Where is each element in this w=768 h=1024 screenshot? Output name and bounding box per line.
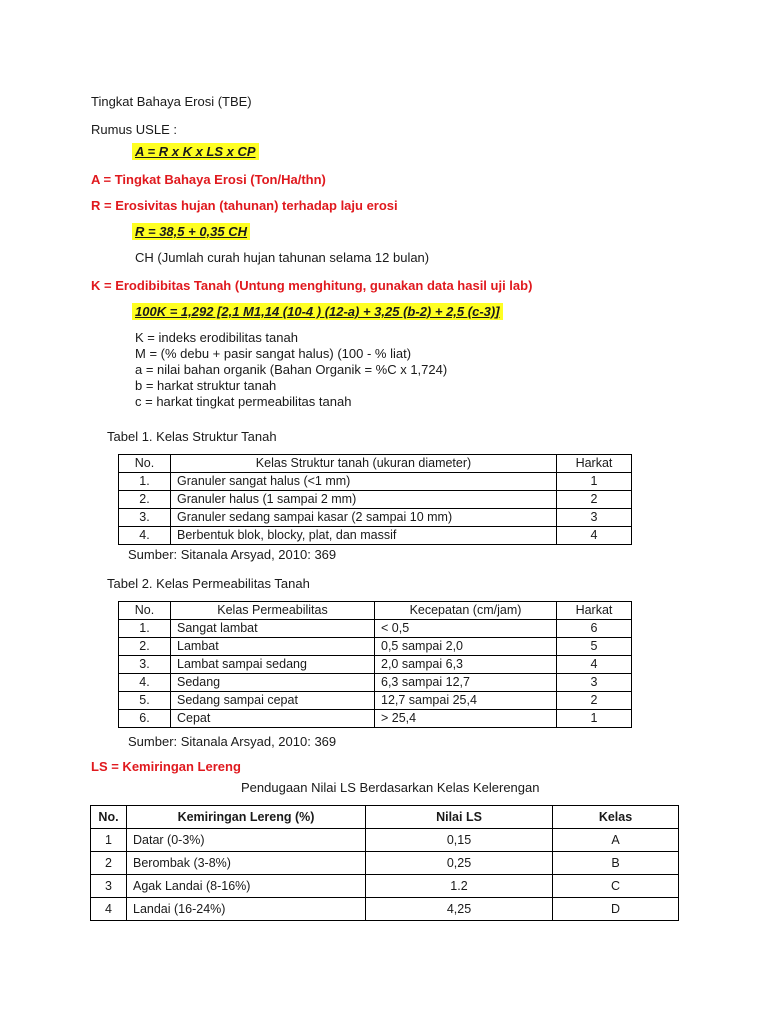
table-cell: 3. xyxy=(119,656,171,674)
table-cell: 0,5 sampai 2,0 xyxy=(375,638,557,656)
table-header-row xyxy=(119,602,632,620)
definition-ls: LS = Kemiringan Lereng xyxy=(91,759,241,774)
table-row xyxy=(119,710,632,728)
k-variable-item: K = indeks erodibilitas tanah xyxy=(135,330,298,345)
table-cell: 4 xyxy=(557,656,632,674)
table-cell: 3. xyxy=(119,509,171,527)
table-row xyxy=(119,692,632,710)
table-cell: Lambat xyxy=(171,638,375,656)
header-cell: No. xyxy=(91,806,127,829)
table-cell: Berombak (3-8%) xyxy=(127,852,366,875)
table-cell: 2. xyxy=(119,491,171,509)
header-cell: Harkat xyxy=(557,602,632,620)
table-cell: 3 xyxy=(557,509,632,527)
table-cell: Sedang sampai cepat xyxy=(171,692,375,710)
table-cell: 1. xyxy=(119,620,171,638)
table-cell: 2 xyxy=(557,491,632,509)
rumus-label: Rumus USLE : xyxy=(91,122,177,137)
table1-caption: Tabel 1. Kelas Struktur Tanah xyxy=(107,429,277,444)
table-cell: 0,15 xyxy=(366,829,553,852)
header-cell: Kelas Permeabilitas xyxy=(171,602,375,620)
header-cell: Kelas Struktur tanah (ukuran diameter) xyxy=(171,455,557,473)
table-cell: < 0,5 xyxy=(375,620,557,638)
k-variable-item: c = harkat tingkat permeabilitas tanah xyxy=(135,394,352,409)
table-cell: 3 xyxy=(557,674,632,692)
table-cell: 6 xyxy=(557,620,632,638)
table-header-row xyxy=(119,455,632,473)
table-cell: Lambat sampai sedang xyxy=(171,656,375,674)
table-row xyxy=(91,898,679,921)
r-formula: R = 38,5 + 0,35 CH xyxy=(132,223,250,240)
table-row xyxy=(119,509,632,527)
table-cell: 2 xyxy=(557,692,632,710)
table-cell: 1 xyxy=(557,473,632,491)
k-variable-item: M = (% debu + pasir sangat halus) (100 - % liat) xyxy=(135,346,412,361)
table1-source: Sumber: Sitanala Arsyad, 2010: 369 xyxy=(128,547,337,562)
table-row xyxy=(91,829,679,852)
header-cell: No. xyxy=(119,602,171,620)
definition-r: R = Erosivitas hujan (tahunan) terhadap laju erosi xyxy=(91,198,398,213)
page-title: Tingkat Bahaya Erosi (TBE) xyxy=(91,94,252,109)
table-row xyxy=(119,674,632,692)
table-row xyxy=(119,656,632,674)
table-cell: 4 xyxy=(557,527,632,545)
table-cell: Berbentuk blok, blocky, plat, dan massif xyxy=(171,527,557,545)
table-cell: 6. xyxy=(119,710,171,728)
table-row xyxy=(119,620,632,638)
table2-source: Sumber: Sitanala Arsyad, 2010: 369 xyxy=(128,734,337,749)
table-cell: C xyxy=(553,875,679,898)
table-cell: Sedang xyxy=(171,674,375,692)
table-cell: 1 xyxy=(91,829,127,852)
definition-k: K = Erodibibitas Tanah (Untung menghitung, gunakan data hasil uji lab) xyxy=(91,278,533,293)
table-cell: 1 xyxy=(557,710,632,728)
table-row xyxy=(91,875,679,898)
table-cell: > 25,4 xyxy=(375,710,557,728)
k-variable-item: b = harkat struktur tanah xyxy=(135,378,277,393)
table-cell: Datar (0-3%) xyxy=(127,829,366,852)
header-cell: Kecepatan (cm/jam) xyxy=(375,602,557,620)
table-header-row xyxy=(91,806,679,829)
table-cell: 3 xyxy=(91,875,127,898)
soil-structure-table xyxy=(118,454,632,545)
table-cell: 2. xyxy=(119,638,171,656)
table-cell: D xyxy=(553,898,679,921)
table-cell: 4. xyxy=(119,527,171,545)
table-row xyxy=(119,638,632,656)
table-cell: Granuler sedang sampai kasar (2 sampai 10 mm) xyxy=(171,509,557,527)
table-cell: A xyxy=(553,829,679,852)
table-cell: Granuler halus (1 sampai 2 mm) xyxy=(171,491,557,509)
definition-a: A = Tingkat Bahaya Erosi (Ton/Ha/thn) xyxy=(91,172,326,187)
table-cell: Cepat xyxy=(171,710,375,728)
table-cell: Agak Landai (8-16%) xyxy=(127,875,366,898)
table-cell: 2,0 sampai 6,3 xyxy=(375,656,557,674)
table-cell: Sangat lambat xyxy=(171,620,375,638)
table-row xyxy=(119,491,632,509)
table-cell: Landai (16-24%) xyxy=(127,898,366,921)
ls-value-table xyxy=(90,805,679,921)
header-cell: Kelas xyxy=(553,806,679,829)
table-cell: 4,25 xyxy=(366,898,553,921)
table-cell: 5. xyxy=(119,692,171,710)
table-cell: 4 xyxy=(91,898,127,921)
ch-note: CH (Jumlah curah hujan tahunan selama 12 bulan) xyxy=(135,250,430,265)
k-variable-item: a = nilai bahan organik (Bahan Organik = %C x 1,724) xyxy=(135,362,448,377)
permeability-table xyxy=(118,601,632,728)
k-variable-list xyxy=(135,330,447,410)
table-cell: B xyxy=(553,852,679,875)
table-cell: Granuler sangat halus (<1 mm) xyxy=(171,473,557,491)
table-cell: 4. xyxy=(119,674,171,692)
table-cell: 2 xyxy=(91,852,127,875)
header-cell: Nilai LS xyxy=(366,806,553,829)
header-cell: No. xyxy=(119,455,171,473)
table-row xyxy=(91,852,679,875)
table-cell: 6,3 sampai 12,7 xyxy=(375,674,557,692)
usle-formula: A = R x K x LS x CP xyxy=(132,143,259,160)
table-cell: 5 xyxy=(557,638,632,656)
table2-caption: Tabel 2. Kelas Permeabilitas Tanah xyxy=(107,576,310,591)
header-cell: Harkat xyxy=(557,455,632,473)
table-cell: 12,7 sampai 25,4 xyxy=(375,692,557,710)
table-cell: 1.2 xyxy=(366,875,553,898)
table-row xyxy=(119,473,632,491)
table-cell: 1. xyxy=(119,473,171,491)
header-cell: Kemiringan Lereng (%) xyxy=(127,806,366,829)
table-row xyxy=(119,527,632,545)
k-formula: 100K = 1,292 [2,1 M1,14 (10-4 ) (12-a) + 3,25 (b-2) + 2,5 (c-3)] xyxy=(132,303,503,320)
table3-caption: Pendugaan Nilai LS Berdasarkan Kelas Kelerengan xyxy=(241,780,540,795)
table-cell: 0,25 xyxy=(366,852,553,875)
